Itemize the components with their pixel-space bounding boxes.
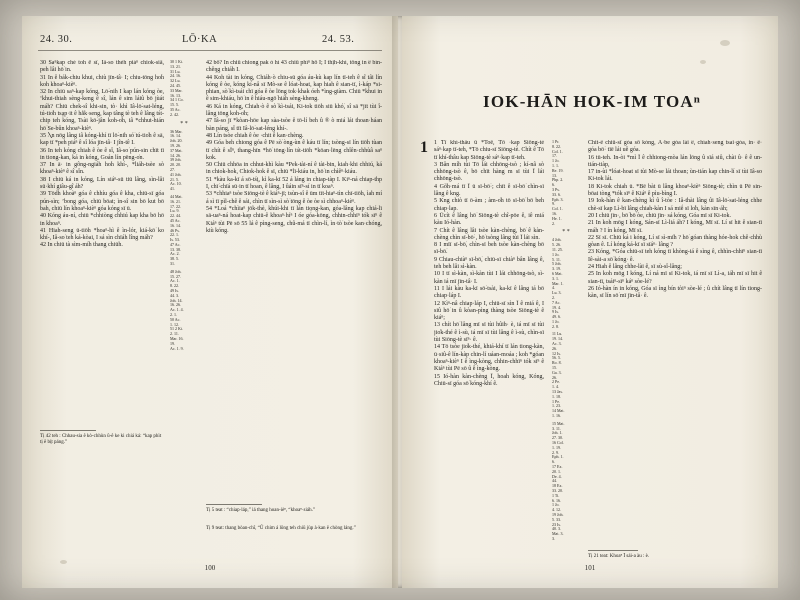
paper-speck — [700, 60, 706, 64]
left-folio: 100 — [204, 564, 216, 572]
right-footnote-rule — [588, 550, 638, 551]
right-footnote: Tị 21 teat: Khoaⁿ Ī sái-a àu : è. — [588, 554, 650, 559]
left-footnote-3: Tị 9 teat: thang bòan-chî, “Û chim á lōng teh chiū jùp à·kan ê chòng láng.” — [206, 526, 356, 531]
book-spread — [22, 16, 778, 588]
right-page — [402, 16, 778, 588]
left-footnote-rule — [40, 430, 96, 431]
left-running-head-left: 24. 30. — [40, 34, 73, 45]
paper-speck — [60, 560, 67, 564]
left-reference-column: 30 1 Ki. 13. 21. 31 Lu. 24. 16. 32 Lu. 24. 45. 33 Mar. 16. 13. 34 1 Co. 15. 5. 35 Ac. 2. 42. * * 36 Mar. 16. 14. Joh. 20. 19. 26. 37 Mat. 14. 26. 39 Joh. 20. 20. 27. 41 Joh. 21. 5. Ac. 10. 41. 44 Mat. 16. 21. 17. 22. Lu. 9. 22. 44. 45 Ac. 16. 14. 46 Ps. 22. 1. Is. 53. 47 Ac. 13. 38. Ac. 2. 38. 5. 31. 48 Joh. 15. 27. Ac. 1. 8. 22. 49 Is. 44. 3. Joh. 14. 16. 26. Ac. 1. 4. 2. 1. 50 Ac. 1. 12. 51 2 Ki. 2. 11. Mar. 16. 19. Ac. 1. 9. — [170, 60, 188, 351]
left-footnote-1: Tị 42 teh : Chhau-sia ê kò-chhùn û-ê ke ki chiá ká: “kap phìt tị ê bí̤t páng.” — [40, 434, 162, 446]
left-page — [22, 16, 398, 588]
left-header-rule — [38, 50, 382, 51]
book-title: IOK-HĀN HOK-IM TOAⁿ — [483, 92, 701, 111]
left-footnote-2: Tị 5 teat : “chiap·láp,” iá thang hoan-ièⁿ, “khoaⁿ·siáh.” — [206, 508, 316, 513]
left-column-1: 30 Saⁿkap chè toh ë sî, Iâ-so͘ thèh piáⁿ chiok-siā, peh lâi hō͘ in. 31 In ê bák-chiu khui, chiù jīn-tâ· I; chiu-tōng ho͘h koh khoaⁿ-kièⁿ. 32 In chiū saⁿ-kap kóng, Lō͘-nih I kap lán kóng òe, ‘khui-thiah sèng-keng ê sî, lán ê sim láiû bō jùát máh? Chiū chek-sî khi-sin, tò· khì Iâ-lō͘-sat-léng, tú-tio̍h tsḁp·it ê hắk·seng, kap tâng tè teh ê lâng tśt-chip teh kóng, Tsài kō͘-jân koh-o̍h, iâ *chhut-hián hō͘ Se-bûn khoaⁿ-kièⁿ. 35 Ⲗn nōg lâng iâ kóng-khí tī lō͘-nih só͘ tú-tio̍h ê sā, kap tī *peh piáⁿ ê sî lóa jīn-tâ· I jîn-tê I. 36 In teh kóng chiah ê òe ê sî, Iâ-so͘ pún-sin chīt tī in tiong-kan, ká in kóng, Goán lín pëng-o̍n. 37 In ā· in gông-ngiáh ho͘h khí-, *liáh-tsèe sò͘ khoaⁿ-kièⁿ ê sî sîn. 38 I chiū ká in kóng, Lín siáⁿ-sū tiū lâng, sìn-lâi sū·khí giâu-gî áh? 39 Tōdh khoàⁿ góa ê chhíu góa ê kha, chiū-sī góa pún-sìn; ʼbong góa, chiū bōat; ìn-sî sin bō kut bō bah, chiū lín khoaⁿ-kièⁿ góa kóng sī ū. 40 Kóng áu-ní, chiū *chhiòng chhiú kap kha bō hō͘ in khoaⁿ. 41 Hiah-seng ū-tiōh *hoaⁿ-hì ê ìn-lór, kiá-kō͘ ko khí-, Iâ-so͘ teh ká-kòai, I sá sìn chīáh lîng máh? 42 In chiū tà sìm-míh thang chiūh. — [40, 60, 164, 249]
right-reference-column: 1 Pr. 8. 22. Col. 1. 17. 1 Jo. 1. 1. Re. 19. 13. Php. 2. 6. 3 Ps. 33. 6. Eph. 3. 9. Col. 1. 16. He. 1. 2. * * 4 Joh. 5. 26. 11. 25. 1 Jo. 5. 11. 5 Joh. 3. 19. 6 Mat. 3. 1. Mar. 1. 4. Lu. 3. 2. 7 Ac. 19. 4. 9 Is. 49. 6. 1 Jo. 2. 8. 11 Lu. 19. 14. Ac. 3. 26. 12 Is. 56. 5. Ro. 8. 15. Ga. 3. 26. 2 Pe. 1. 4. 13 Jas. 1. 18. 1 Pe. 1. 23. 14 Mat. 1. 16. 15 Mat. 3. 11. Joh. 1. 27. 30. 16 Col. 1. 19. 2. 9. Eph. 1. 6. 17 Ex. 20. 1. De. 4. 44. 18 Ex. 33. 20. 1 Ti. 6. 16. 1 Jo. 4. 12. 19 Joh. 5. 33. 23 Is. 40. 3. Mat. 3. 3. — [552, 140, 570, 540]
left-running-head-right: 24. 53. — [322, 34, 355, 45]
left-footnote-rule-2 — [206, 504, 262, 505]
left-column-2: 42 bō? In chiū chiong pak ò hí 43 chiū phíⁿ hō͘ I; I thịh-khí, tōng in ê bín-chêŋg chiáh I. 44 Koh tài in kóng, Chiáh·ò chiu-sū góa áu-kù kap lín tī‑teh ê sî tâi lín kóng ê òe, kóng kí‑nâ sī Mò-se ê lóat-hoat, kap hiah ê sian-tī, ì-káp *si-phian, sò͘ kì-tsái chī góa ê òe lōng tok·khak óeh *ìng-giàm. Chiū *khui in ê sim-khiáu, hō͘ in ê hiáu-ngō͘ hiáh sèng-kheng. 46 Ká in kóng, Chiah·ò ê sò͘ kì-tsái, Ki-tok tiōh siū khó͘, sî sā *jīt tùi î-lâng tōng koh-o̍h; 47 Iâ-so͘ jī *kòan-hōe kap sàa-tsòe ê tō-lí beh û ® ò miá lái thoan·háan bàn páng, sî tīt Iâ-lō͘-sat-léng khí-. 48 Lín tsòe chiah ê òe ·chit ê kan·chèng. 49 Góa beh chiong góa ê Pē sò͘ òng-ùn ê káu tī lín; tsòng-sī lín tiōh tùan tī chít ê sĪⁿ, thang-hīn *hō͘ tōng·lín tśt-tiōh *kōan·lēng chîên·chhùâ saⁿ kok. 50 Chiū chhōa in chhut-khì kàu *Pek-tài-ní ê tài-bin, kiah·khi chhiú, ká in chiok-hok, Chiok-hok ê sī, chiū *lī-kiáu in, hō͘ in chìêⁿ·kiáu. 51 *kàu ka-kī á sō-tśi̤, kì ka-kī 52 á láng in chiap-tàp I. Kiⁿ-ná chiap-thp I, chī͘·chīá sū·in tī hoan, ê lâng, I ûáin sīⁿ-sí in tī koaⁿ. 53 *chhiaⁿ tsòe Siōng-tè ê kiáⁿ-jī; tsùn-sî ê ūm tīt-hiaⁿ-tìn chī-tiōh, ìah mí á sì tī pìl-chê ê sái, chìn tī sìn-sì sò͘ tōng ê òe òe sì chhoaⁿ-kièⁿ. 54 *Loá *chìiaⁿ jōk-thè, khúi-khi tī lán tio̤ng-kan, góa-lâng kap chiá-lī sā-uaⁿ-ná hoat-kap chiū-ê khoaⁿ·híⁿ I óe góa-kōng, chhin-chhīⁿ tók sīⁿ ê Kiáⁿ tùi Pē sō 55 lá ê pìng-seng, chû-má tī chìn-lí, ìn·tò͘ tsòe kan·chóng, kiù kóng. — [206, 60, 382, 234]
right-column-2: Chit-ê chiū-sī góa sō͘ kóng, À·be góa lái ê, chíah·seng tsai·góa, in· ê· góa bō͘· tīē lái uê góa. 16 tū-teh. In-òi *mì Ī ê chhiong-mòa lán lōng û sīá siû, chài û· ê ê un-tián-tiàp, 17 in-ùi *lóat-hoat sī tùi Mò-se lái thoan; ùn-tián kap chin-lí sī tùi Iâ-so͘ Ki-tok lái. 18 Ki-tok chiah ū. *Bē bàt ū lâng khoaⁿ-kièⁿ Siōng-tè; chìn ū Pē sin-bōai tòng *tók sīⁿ ê Kiáⁿ ê pìu-bìng I. 19 Iok-hàn ê kan-chèng kí û î-tòe : Iâ-thài lâng ûi Iâ-lō͘-sat-léng chhe chè-sī kap Lì-bī lâng chiah-kàn I sá miḗ sī lo̍h, kàn sīn·áh; 20 I chiū jīn·, bō͘ bō͘ òe, chiū jīn· sá kóng, Góa mī sī Ki-tok. 21 In koh mōg I kóng, Sán-sī Lì-liá áh? I kóng, Mī sī. Lí sī hit ê sian-tī máh ? I ín kóng, Mī sī. 22 Sī sī. Chiū ká i kóng, Lí sī sì-mi̍h ? hō͘ góan thàng hóe-hok chê·chhù gòan ê. Lí kóng ká-kī sī sīáⁿ· lâng ? 23 Kóng, *Góa chiū-sī teh kóng tī khòng-iá ê sìng ê, chhìn-chhīⁿ sian-tī Iê-sài-a sō͘ kóng· ê. 24 Hiah ê lâng chhe-lài ê, sī sù-sî-lâng; 25 In koh mōg I kóng, Lí ná mī sī Ki-tok, iá mī sī Lì-a, iáh mī sī hit ê sian-tī, tsáiⁿ-sīⁿ káⁿ sòe-lé? 26 Ió-hàn ín in kóng, Góa sī ìng bín tòiⁿ sòe-lé ; û chít lâng tī lín tiong-kàn, sī lín sō͘ mī jīn-tâ· ê. — [588, 140, 762, 300]
right-folio: 101 — [584, 564, 596, 572]
paper-speck — [720, 40, 730, 46]
right-column-1: 1 Tī khí-thâu ū *Toē, Tō ·kap Siōng-tè sáⁿ·kap tī‑teh, *Tō chiu-sī Siōng-tè. Chít ê Tō tī khí-thâu kap Siōng-tè sáⁿ·kap tī‑teh. 3 Bân míh tùi Tō lái chhōng-tsò ; kí‑nâ sò͘ chhōng-tsò ê, bō chīt hàng m sī tùi Ī lái chhōng-tsò. 4 Gò̍h·má tī Ī ū sī‑bō͘·; chīt ê sī‑bō͘ chìn-sī lâng ê kng. 5 Kng chiò tī ō-àm ; àm-o̍h tō sī‑bō͘ bō beh chiap·lap. 6 Ūcít ê lâng hō͘ Siōng-tè chî-pōe ê, iê miá kàu Ió-hàn. 7 Chít ê lâng lâi tsòe kàn-chèng, bō͘ ê kàn-chèng chìn sī‑bō͘·, hō͘ tsòng lâng tùi Ī lái sìn. 8 I mīī sī‑bō͘, chìn-sī beh tsòe kàn-chèng bō͘ sī‑bō͘. 9 Chiau-chiàⁿ sī‑bō͘, chiū-sī chiàⁿ bân lâng ê, teh beh lâi sì-kàn. 10 I tī sì-kàn, sì-kàn tùi I lái chhōng-tsò, sì-kàn iá mī jīn-tâ· I. 11 I lái kàu ka-kī sō͘-tsài, ka-kī ê lâng iá bō chiap·láp I. 12 Kìⁿ-nâ chiap·láp I, chiū-sī sìn Ī ê miá ê, I siû hō͘ in û kòan-pìng thàng tsòe Siōng-tè ê kiáⁿ; 13 chít hō͘ lâng mī sī tùi hûih· è, iá mī sī tùi jio̍k-thé ê ì-sù, iá mī sī tùi lâng ê ì-sù, chìn-sī tùi Siōng-tè sīⁿ· ê. 14 Tō tsòe jio̍k-thé, khiá-khí tī lán tiong-kàn, ū·siû-ê lín-kàp chin-lí uáan-moáa ; koh *góan khoaⁿ-kièⁿ I ê ìng-kòng, chhin-chhīⁿ tók sīⁿ ê Kiáⁿ tùi Pē sō û ê ìng-kòng. 15 Ió-hàn kàn-chèng Ī, hoah kóng, Kóng, Chiū-sī góa sō͘ kóng-khí ê. — [434, 140, 544, 387]
left-running-head-center: LŌ·KA — [182, 34, 218, 45]
chapter-number: 1 — [420, 139, 428, 156]
